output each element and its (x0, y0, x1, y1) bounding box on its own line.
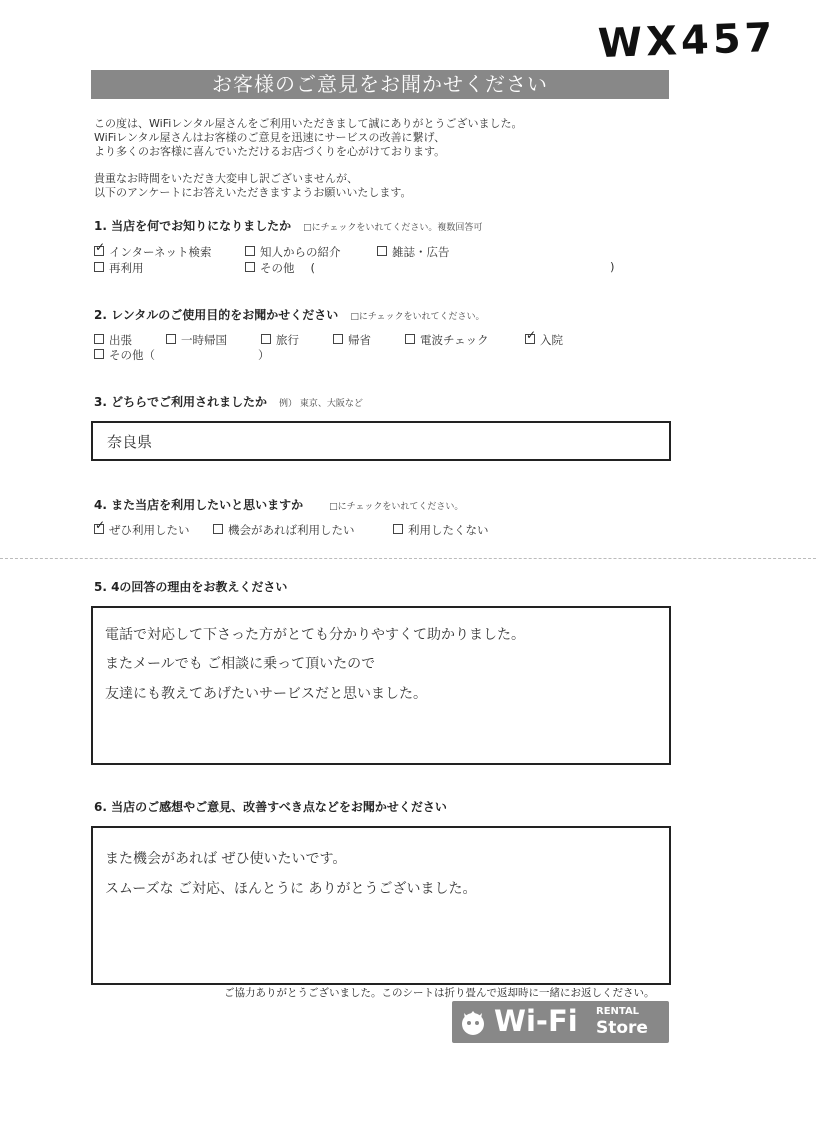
fold-line (0, 558, 816, 559)
question-4-title (94, 496, 463, 513)
crown-mascot-icon (458, 1007, 488, 1037)
q6-answer-box[interactable] (91, 826, 671, 985)
option-label: 知人からの紹介 (260, 245, 341, 259)
option-label: その他（ (109, 348, 155, 362)
q2-option-temp-return[interactable] (166, 332, 227, 348)
checkbox[interactable] (166, 334, 176, 344)
question-4-note: □にチェックをいれてください。 (329, 502, 464, 512)
option-label: 利用したくない (408, 523, 489, 537)
q5-answer-line-3: 友達にも教えてあげたいサービスだと思いました。 (105, 686, 427, 702)
page-title: お客様のご意見をお聞かせください (91, 70, 669, 99)
checkbox[interactable] (261, 334, 271, 344)
q1-other-close: ) (610, 260, 615, 274)
option-label: インターネット検索 (109, 245, 212, 259)
q1-option-magazine[interactable] (377, 244, 450, 260)
option-label: 機会があれば利用したい (228, 523, 355, 537)
q5-answer-box[interactable] (91, 606, 671, 765)
question-2-note: □にチェックをいれてください。 (350, 312, 485, 322)
checkbox[interactable] (333, 334, 343, 344)
q1-option-friend[interactable] (245, 244, 341, 260)
option-label: 入院 (540, 333, 563, 347)
checkbox[interactable] (94, 349, 104, 359)
q3-answer-box[interactable] (91, 421, 671, 461)
q2-option-homecoming[interactable] (333, 332, 371, 348)
option-label: 帰省 (348, 333, 371, 347)
logo-rental-text: RENTAL (596, 1006, 640, 1017)
q4-option-no[interactable] (393, 522, 489, 538)
option-label: その他 (260, 261, 295, 275)
q2-option-business-trip[interactable] (94, 332, 132, 348)
checkbox-checked[interactable] (525, 334, 535, 344)
intro-line-1: この度は、WiFiレンタル屋さんをご利用いただきまして誠にありがとうございました。 (94, 117, 523, 130)
intro-line-3: より多くのお客様に喜んでいただけるお店づくりを心がけております。 (94, 145, 446, 158)
option-label: 再利用 (109, 261, 144, 275)
intro-line-4: 貴重なお時間をいただき大変申し訳ございませんが、 (94, 172, 358, 185)
question-3-label: 3. どちらでご利用されましたか (94, 395, 267, 409)
option-label: 出張 (109, 333, 132, 347)
q1-option-other[interactable] (245, 260, 315, 276)
option-label: 一時帰国 (181, 333, 227, 347)
q6-answer-line-1: また機会があれば ぜひ使いたいです。 (105, 851, 347, 867)
question-4-label: 4. また当店を利用したいと思いますか (94, 498, 304, 512)
option-label: 雑誌・広告 (392, 245, 450, 259)
option-label: ぜひ利用したい (109, 523, 190, 537)
q6-answer-line-2: スムーズな ご対応、ほんとうに ありがとうございました。 (105, 881, 477, 897)
q2-other-close: ） (258, 348, 270, 362)
footer-note: ご協力ありがとうございました。このシートは折り畳んで返却時に一緒にお返しください。 (224, 987, 655, 999)
question-2-label: 2. レンタルのご使用目的をお聞かせください (94, 308, 339, 322)
q1-option-reuse[interactable] (94, 260, 144, 276)
q4-option-definitely[interactable] (94, 522, 190, 538)
handwritten-code: WX457 (597, 14, 778, 68)
q5-answer-line-2: またメールでも ご相談に乗って頂いたので (105, 656, 376, 672)
q5-answer-line-1: 電話で対応して下さった方がとても分かりやすくて助かりました。 (105, 627, 525, 643)
question-5-title: 5. 4の回答の理由をお教えください (94, 580, 288, 594)
q4-option-if-chance[interactable] (213, 522, 355, 538)
question-1-note: □にチェックをいれてください。複数回答可 (303, 223, 483, 233)
q3-answer-text: 奈良県 (107, 433, 153, 451)
checkbox[interactable] (245, 246, 255, 256)
question-2-title (94, 306, 485, 323)
question-1-title (94, 217, 482, 234)
q2-option-signal-check[interactable] (405, 332, 489, 348)
wifi-store-logo (452, 1001, 669, 1043)
q2-option-other[interactable] (94, 347, 155, 363)
intro-line-2: WiFiレンタル屋さんはお客様のご意見を迅速にサービスの改善に繋げ、 (94, 131, 446, 144)
option-label: 電波チェック (420, 333, 489, 347)
q2-option-hospital[interactable] (525, 332, 563, 348)
checkbox-checked[interactable] (94, 246, 104, 256)
logo-wifi-text: Wi-Fi (494, 1004, 578, 1038)
q2-option-travel[interactable] (261, 332, 299, 348)
q1-option-internet[interactable] (94, 244, 211, 260)
checkbox-checked[interactable] (94, 524, 104, 534)
checkbox[interactable] (377, 246, 387, 256)
question-3-note: 例） 東京、大阪など (278, 399, 363, 409)
intro-line-5: 以下のアンケートにお答えいただきますようお願いいたします。 (94, 186, 412, 199)
question-1-label: 1. 当店を何でお知りになりましたか (94, 219, 292, 233)
checkbox[interactable] (213, 524, 223, 534)
question-3-title (94, 393, 363, 410)
question-6-title: 6. 当店のご感想やご意見、改善すべき点などをお聞かせください (94, 800, 447, 814)
checkbox[interactable] (393, 524, 403, 534)
logo-store-text: Store (596, 1018, 648, 1038)
checkbox[interactable] (245, 262, 255, 272)
option-label: 旅行 (276, 333, 299, 347)
paren-open: ( (310, 261, 315, 275)
checkbox[interactable] (94, 262, 104, 272)
checkbox[interactable] (94, 334, 104, 344)
checkbox[interactable] (405, 334, 415, 344)
